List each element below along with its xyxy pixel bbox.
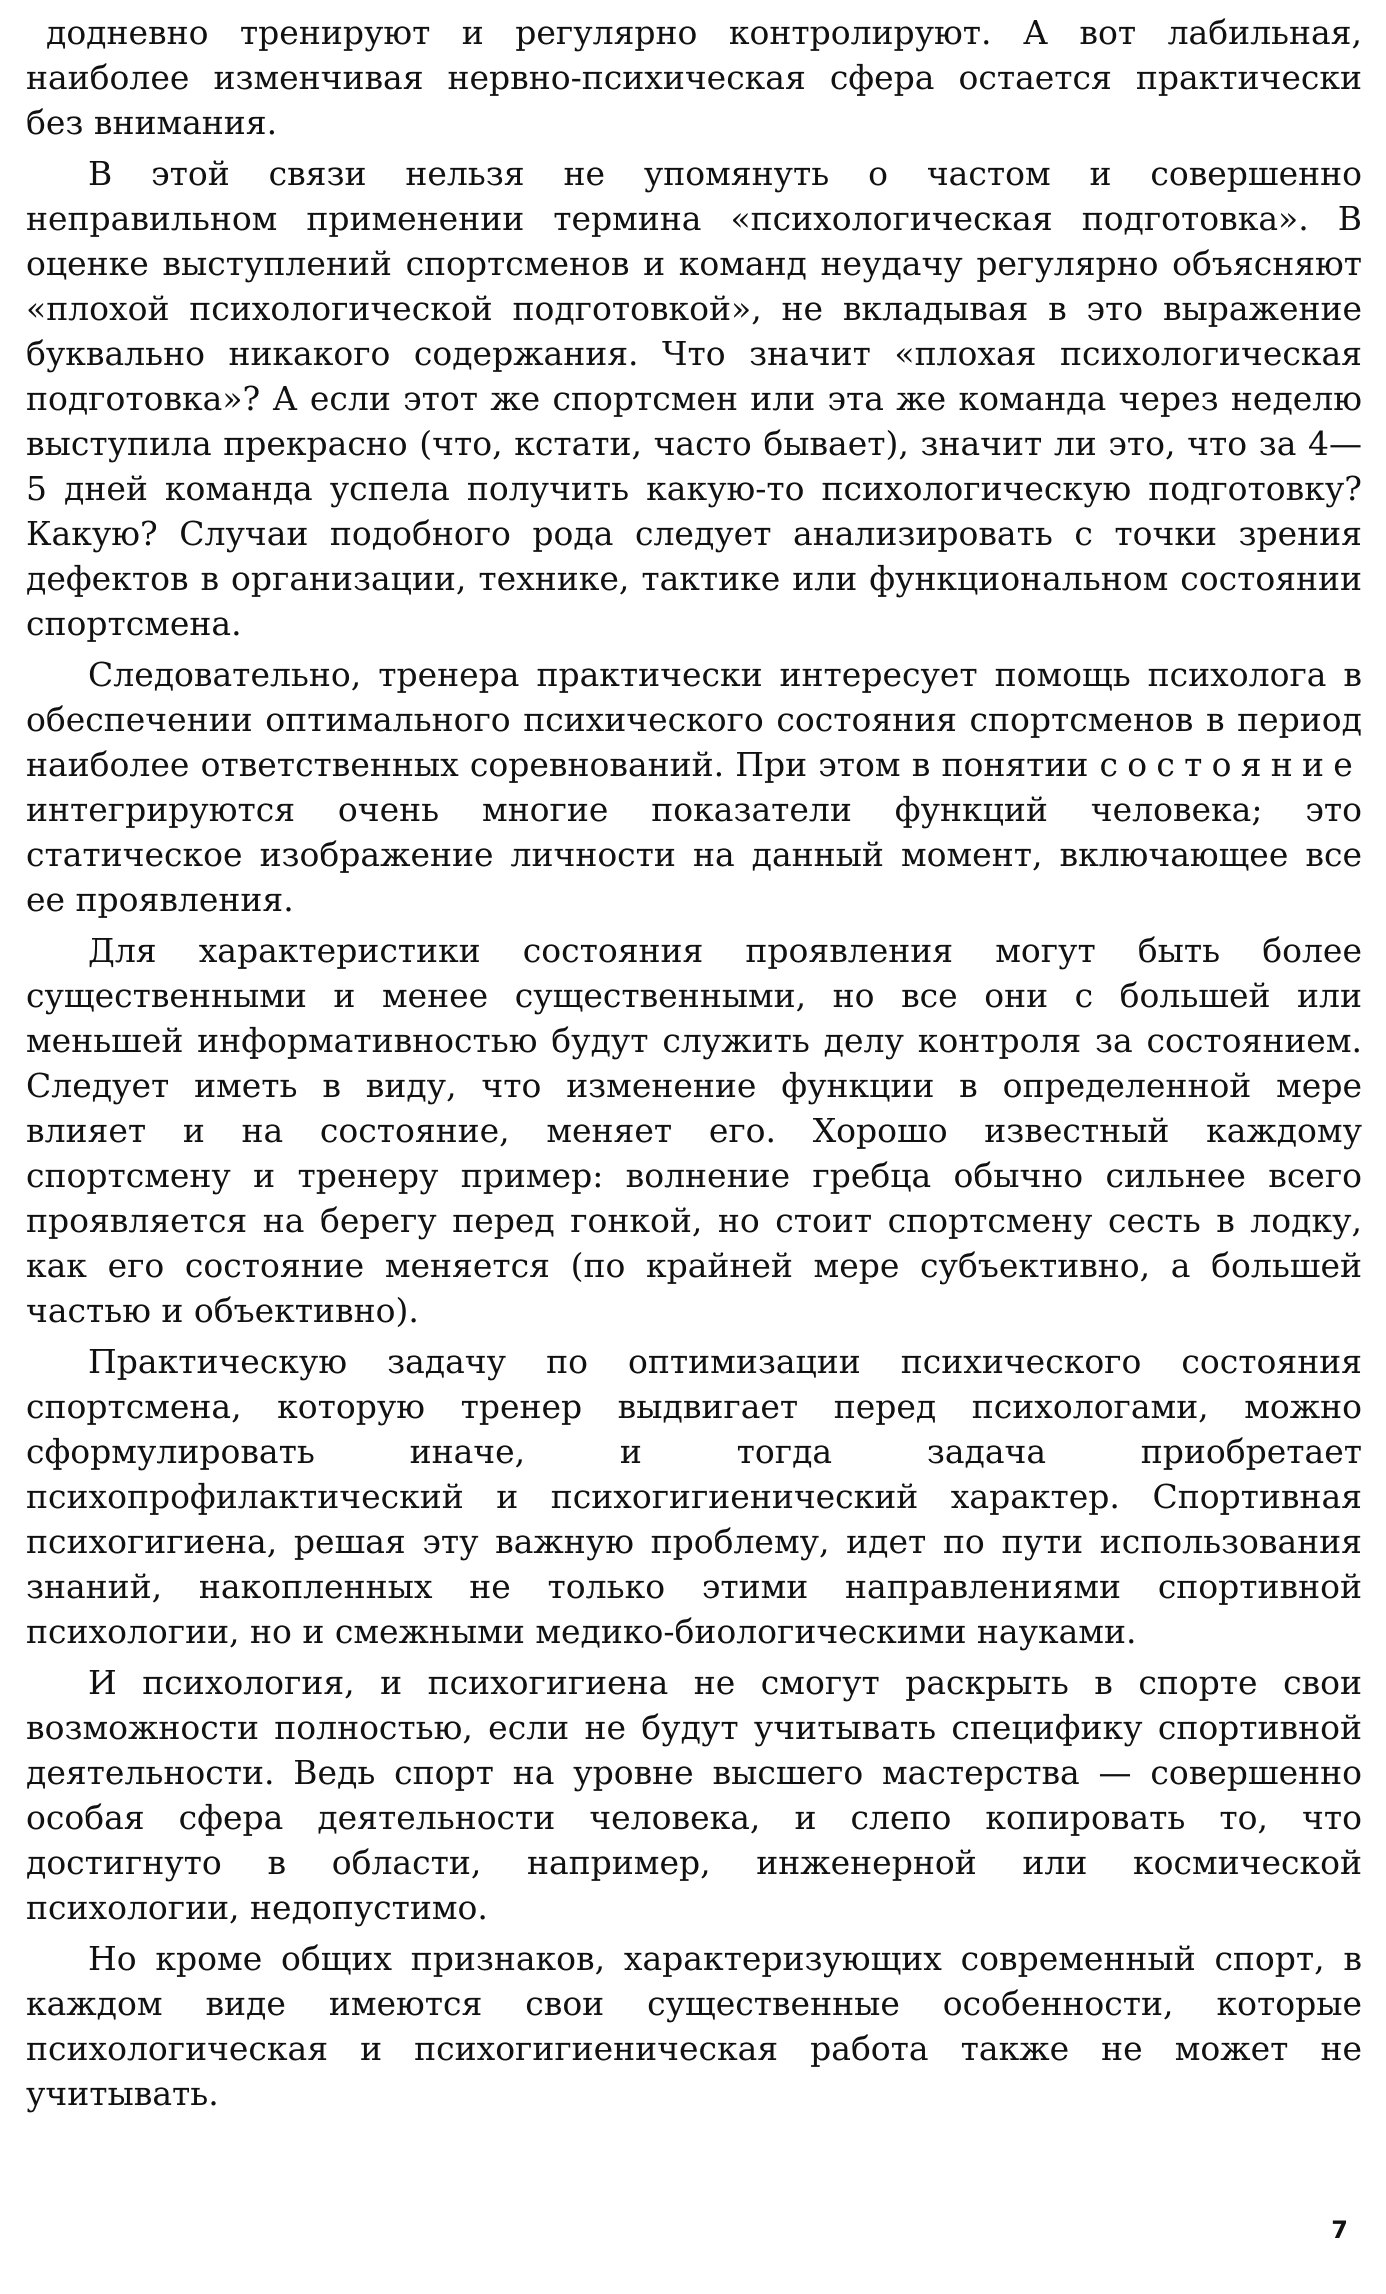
page-text [26,10,1362,2122]
paragraph-5: Практическую задачу по оптимизации психического состояния спортсмена, которую тренер выдвигает перед психологами, можно сформулировать иначе, и тогда задача приобретает психопрофилактический и психогигиенический характер. Спортивная психогигиена, решая эту важную проблему, идет по пути использования знаний, накопленных не только этими направлениями спортивной психологии, но и смежными медико-биологическими науками. [26,1342,1362,1651]
paragraph-4: Для характеристики состояния проявления могут быть более существенными и менее существенными, но все они с большей или меньшей информативностью будут служить делу контроля за состоянием. Следует иметь в виду, что изменение функции в определенной мере влияет и на состояние, меняет его. Хорошо известный каждому спортсмену и тренеру пример: волнение гребца обычно сильнее всего проявляется на берегу перед гонкой, но стоит спортсмену сесть в лодку, как его состояние меняется (по крайней мере субъективно, а большей частью и объективно). [26,931,1362,1330]
page-number: 7 [1331,2216,1348,2244]
paragraph-3-after: интегрируются очень многие показатели функций человека; это статическое изображение личности на данный момент, включающее все ее проявления. [26,790,1362,919]
paragraph-1: додневно тренируют и регулярно контролируют. А вот лабильная, наиболее изменчивая нервно-психическая сфера остается практически без внимания. [26,13,1362,142]
emphasized-term: состояние [1099,745,1362,784]
paragraph-7: Но кроме общих признаков, характеризующих современный спорт, в каждом виде имеются свои существенные особенности, которые психологическая и психогигиеническая работа также не может не учитывать. [26,1939,1362,2113]
paragraph-3 [26,652,1362,922]
paragraph-2: В этой связи нельзя не упомянуть о частом и совершенно неправильном применении термина «психологическая подготовка». В оценке выступлений спортсменов и команд неудачу регулярно объясняют «плохой психологической подготовкой», не вкладывая в это выражение буквально никакого содержания. Что значит «плохая психологическая подготовка»? А если этот же спортсмен или эта же команда через неделю выступила прекрасно (что, кстати, часто бывает), значит ли это, что за 4—5 дней команда успела получить какую-то психологическую подготовку? Какую? Случаи подобного рода следует анализировать с точки зрения дефектов в организации, технике, тактике или функциональном состоянии спортсмена. [26,154,1362,643]
paragraph-6: И психология, и психогигиена не смогут раскрыть в спорте свои возможности полностью, если не будут учитывать специфику спортивной деятельности. Ведь спорт на уровне высшего мастерства — совершенно особая сфера деятельности человека, и слепо копировать то, что достигнуто в области, например, инженерной или космической психологии, недопустимо. [26,1663,1362,1927]
paragraph-3-before: Следовательно, тренера практически интересует помощь психолога в обеспечении оптимального психического состояния спортсменов в период наиболее ответственных соревнований. При этом в понятии [26,655,1362,784]
